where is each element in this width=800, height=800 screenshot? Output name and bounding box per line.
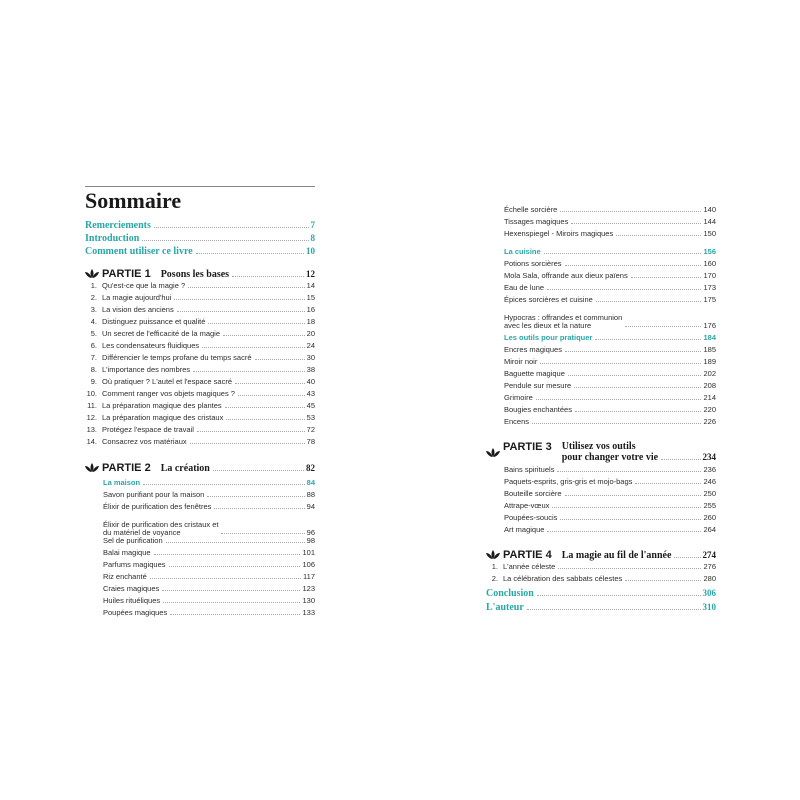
toc-entry-page: 160: [703, 259, 716, 268]
section-heading: [486, 247, 716, 259]
dot-leader: [196, 253, 304, 254]
dot-leader: [552, 507, 701, 508]
toc-entry-page: 255: [703, 501, 716, 510]
dot-leader: [142, 240, 308, 241]
back-matter-list: [486, 588, 716, 616]
dot-leader: [177, 311, 305, 312]
dot-leader: [596, 301, 702, 302]
dot-leader: [575, 411, 702, 412]
back-matter-page: 306: [702, 588, 716, 598]
part-page: 82: [306, 463, 315, 473]
toc-entry-page: 185: [703, 345, 716, 354]
toc-entry-label: [103, 521, 218, 536]
dot-leader: [540, 363, 701, 364]
toc-entry-number: 6.: [90, 341, 97, 350]
front-matter-label: Remerciements: [85, 220, 151, 231]
toc-entry: [486, 217, 716, 229]
toc-entry-label: Pendule sur mesure: [504, 381, 572, 390]
toc-entry-label: Les condensateurs fluidiques: [102, 341, 200, 350]
toc-entry: [85, 425, 315, 437]
toc-entry-label: La magie aujourd'hui: [102, 293, 172, 302]
toc-entry-label: Distinguez puissance et qualité: [102, 317, 206, 326]
toc-entry: [486, 369, 716, 381]
dot-leader: [143, 484, 305, 485]
section-title: La maison: [103, 478, 141, 487]
toc-entry-label: Art magique: [504, 525, 545, 534]
toc-entry-label: Paquets-esprits, gris-gris et mojo-bags: [504, 477, 633, 486]
toc-entry-label-line1: Élixir de purification des cristaux et: [103, 520, 219, 529]
toc-entry: [85, 596, 315, 608]
front-matter-list: [85, 220, 315, 259]
toc-entry-page: 175: [703, 295, 716, 304]
page-title: Sommaire: [85, 188, 182, 213]
toc-entry-label: Grimoire: [504, 393, 533, 402]
dot-leader: [557, 471, 701, 472]
dot-leader: [213, 470, 304, 471]
toc-entry-page: 250: [703, 489, 716, 498]
dot-leader: [568, 375, 702, 376]
toc-entry-label: Riz enchanté: [103, 572, 147, 581]
dot-leader: [154, 227, 309, 228]
dot-leader: [571, 223, 701, 224]
dot-leader: [188, 287, 305, 288]
toc-entry: [85, 389, 315, 401]
toc-entry: [85, 377, 315, 389]
toc-entry-label: Balai magique: [103, 548, 151, 557]
toc-entry-number: 9.: [90, 377, 97, 386]
toc-entry-label: Encens: [504, 417, 530, 426]
front-matter-link[interactable]: [85, 246, 315, 259]
part-heading: [486, 549, 716, 561]
dot-leader: [565, 495, 702, 496]
toc-entry-label: Un secret de l'efficacité de la magie: [102, 329, 221, 338]
toc-entry-label: Comment ranger vos objets magiques ?: [102, 389, 235, 398]
dot-leader: [547, 289, 701, 290]
toc-entry: [486, 417, 716, 429]
dot-leader: [190, 443, 305, 444]
toc-entry-page: 202: [703, 369, 716, 378]
dot-leader: [197, 431, 305, 432]
toc-entry: [486, 562, 716, 574]
toc-entry: [85, 437, 315, 449]
toc-entry-page: 117: [303, 572, 315, 581]
dot-leader: [674, 557, 700, 558]
toc-entry: [85, 401, 315, 413]
dot-leader: [163, 602, 300, 603]
toc-entry-label: Tissages magiques: [504, 217, 569, 226]
toc-entry-label: La vision des anciens: [102, 305, 174, 314]
part-page: 274: [702, 550, 716, 560]
dot-leader: [625, 580, 701, 581]
toc-entry: [486, 477, 716, 489]
spacer: [486, 537, 716, 549]
toc-entry-label: Craies magiques: [103, 584, 160, 593]
toc-entry-number: 5.: [90, 329, 97, 338]
toc-entry-number: 1.: [90, 281, 97, 290]
toc-entry-label: Épices sorcières et cuisine: [504, 295, 593, 304]
toc-entry: [486, 405, 716, 417]
toc-entry-label: Bougies enchantées: [504, 405, 572, 414]
toc-entry: [85, 365, 315, 377]
front-matter-link[interactable]: [85, 220, 315, 233]
toc-entry: [85, 317, 315, 329]
toc-entry-label: Consacrez vos matériaux: [102, 437, 187, 446]
toc-entry-label: Sel de purification: [103, 536, 163, 545]
front-matter-page: 8: [310, 233, 315, 243]
toc-entry: [486, 574, 716, 586]
toc-entry: [486, 501, 716, 513]
dot-leader: [235, 383, 305, 384]
toc-entry-page: 96: [306, 527, 315, 537]
dot-leader: [169, 566, 301, 567]
toc-entry-label: L'année céleste: [503, 562, 556, 571]
section-title: Les outils pour pratiquer: [504, 333, 593, 342]
toc-entry: [85, 413, 315, 425]
toc-entry-label: Huiles rituéliques: [103, 596, 161, 605]
dot-leader: [154, 554, 301, 555]
dot-leader: [238, 395, 305, 396]
toc-entry: [486, 357, 716, 369]
toc-entry-label-line1: Hypocras : offrandes et communion: [504, 313, 623, 322]
dot-leader: [170, 614, 300, 615]
toc-entry-label: Différencier le temps profane du temps sacré: [102, 353, 252, 362]
dot-leader: [207, 496, 304, 497]
toc-entry-label: Où pratiquer ? L'autel et l'espace sacré: [102, 377, 233, 386]
dot-leader: [560, 519, 701, 520]
spacer: [486, 429, 716, 441]
back-matter-label: Conclusion: [486, 588, 534, 599]
toc-entry-page: 94: [306, 502, 315, 511]
spacer: [85, 449, 315, 462]
toc-entry-label: Mola Sala, offrande aux dieux païens: [504, 271, 628, 280]
dot-leader: [532, 423, 701, 424]
section-page: 184: [703, 333, 716, 342]
toc-entry-page: 260: [703, 513, 716, 522]
toc-entry-label: Poupées-soucis: [504, 513, 558, 522]
dot-leader: [565, 351, 702, 352]
toc-entry-page: 30: [306, 353, 315, 362]
toc-entry: [486, 489, 716, 501]
dot-leader: [214, 508, 304, 509]
toc-entry-page: 40: [306, 377, 315, 386]
dot-leader: [635, 483, 701, 484]
toc-entry: [486, 205, 716, 217]
toc-entry-label: Attrape-vœux: [504, 501, 550, 510]
dot-leader: [547, 531, 701, 532]
toc-entry-page: 173: [703, 283, 716, 292]
toc-entry: [85, 548, 315, 560]
dot-leader: [162, 590, 300, 591]
toc-entry-page: 226: [703, 417, 716, 426]
toc-entry-page: 150: [703, 229, 716, 238]
toc-entry-number: 12.: [86, 413, 97, 422]
toc-entry-label: Miroir noir: [504, 357, 538, 366]
toc-entry-page: 133: [302, 608, 315, 617]
part-heading: [486, 441, 716, 463]
part-title: Utilisez vos outils: [561, 441, 636, 452]
toc-entry-page: 106: [302, 560, 315, 569]
toc-entry: [486, 465, 716, 477]
toc-entry-page: 246: [703, 477, 716, 486]
toc-entry-page: 236: [703, 465, 716, 474]
toc-entry: [486, 525, 716, 537]
part-title: La création: [160, 463, 210, 474]
toc-entry-page: 176: [703, 320, 716, 330]
right-column: [486, 205, 716, 586]
toc-entry-number: 13.: [86, 425, 97, 434]
front-matter-label: Comment utiliser ce livre: [85, 246, 193, 257]
dot-leader: [595, 339, 701, 340]
part-title-block: [562, 441, 716, 463]
toc-entry: [486, 381, 716, 393]
dot-leader: [560, 211, 701, 212]
toc-entry-page: 189: [703, 357, 716, 366]
part-title: La magie au fil de l'année: [561, 550, 672, 561]
dot-leader: [225, 407, 305, 408]
toc-entry-label: Poupées magiques: [103, 608, 168, 617]
top-rule: [85, 186, 315, 187]
dot-leader: [661, 459, 700, 460]
toc-entry: [85, 305, 315, 317]
dot-leader: [202, 347, 305, 348]
toc-entry-page: 24: [306, 341, 315, 350]
toc-entry-label: Hexenspiegel - Miroirs magiques: [504, 229, 614, 238]
toc-entry-label: Parfums magiques: [103, 560, 166, 569]
toc-entry: [486, 259, 716, 271]
toc-entry-number: 2.: [90, 293, 97, 302]
toc-entry-label: L'importance des nombres: [102, 365, 191, 374]
toc-entry: [85, 584, 315, 596]
toc-entry-page: 88: [306, 490, 315, 499]
dot-leader: [223, 335, 305, 336]
toc-entry: [486, 295, 716, 307]
part-number: PARTIE 3: [503, 441, 552, 453]
dot-leader: [625, 326, 701, 327]
part-number: PARTIE 2: [102, 462, 151, 474]
toc-entry-label: La préparation magique des plantes: [102, 401, 222, 410]
toc-entry-number: 7.: [90, 353, 97, 362]
fleuron-icon: [85, 269, 99, 279]
toc-entry-label: Potions sorcières: [504, 259, 562, 268]
toc-entry-page: 264: [703, 525, 716, 534]
part-page: 234: [702, 452, 716, 462]
part-title: Posons les bases: [160, 269, 230, 280]
dot-leader: [616, 235, 701, 236]
part-heading: [85, 268, 315, 280]
toc-entry-page: 38: [306, 365, 315, 374]
toc-entry: [486, 393, 716, 405]
section-page: 84: [306, 478, 315, 487]
toc-entry-label: [504, 314, 622, 329]
dot-leader: [536, 399, 702, 400]
toc-entry-page: 101: [302, 548, 315, 557]
toc-entry-label: Bouteille sorcière: [504, 489, 562, 498]
section-heading: [85, 478, 315, 490]
dot-leader: [193, 371, 305, 372]
toc-entry-number: 10.: [86, 389, 97, 398]
toc-entry-number: 4.: [90, 317, 97, 326]
part-heading: [85, 462, 315, 474]
toc-entry-page: 14: [306, 281, 315, 290]
toc-entry: [85, 281, 315, 293]
toc-entry: [486, 271, 716, 283]
toc-entry-page: 170: [703, 271, 716, 280]
toc-entry-page: 43: [306, 389, 315, 398]
part-title-cont: pour changer votre vie: [561, 452, 659, 463]
toc-entry-label-line2: avec les dieux et la nature: [504, 320, 592, 330]
toc-entry: [486, 283, 716, 295]
dot-leader: [574, 387, 701, 388]
toc-entry-label: La préparation magique des cristaux: [102, 413, 224, 422]
toc-entry-label: Élixir de purification des fenêtres: [103, 502, 212, 511]
fleuron-icon: [85, 463, 99, 473]
fleuron-icon: [486, 448, 500, 458]
dot-leader: [221, 533, 304, 534]
toc-entry-page: 123: [302, 584, 315, 593]
toc-entry: [486, 229, 716, 241]
toc-entry-number: 8.: [90, 365, 97, 374]
back-matter-link[interactable]: [486, 588, 716, 602]
toc-entry: [486, 513, 716, 525]
toc-entry-page: 214: [703, 393, 716, 402]
toc-entry: [486, 345, 716, 357]
dot-leader: [232, 276, 304, 277]
back-matter-page: 310: [702, 602, 716, 612]
toc-entry: [85, 560, 315, 572]
part-page: 12: [306, 269, 315, 279]
toc-entry-page: 280: [703, 574, 716, 583]
front-matter-page: 10: [306, 246, 315, 256]
toc-entry-page: 208: [703, 381, 716, 390]
dot-leader: [226, 419, 304, 420]
toc-entry-number: 14.: [86, 437, 97, 446]
toc-entry-label: Échelle sorcière: [504, 205, 558, 214]
fleuron-icon: [486, 550, 500, 560]
toc-entry-page: 144: [703, 217, 716, 226]
toc-entry-page: 98: [306, 536, 315, 545]
dot-leader: [544, 253, 702, 254]
section-page: 156: [703, 247, 716, 256]
toc-entry-page: 18: [306, 317, 315, 326]
toc-entry-page: 53: [306, 413, 315, 422]
dot-leader: [255, 359, 305, 360]
part-title-line2: [562, 452, 716, 463]
toc-entry: [85, 341, 315, 353]
dot-leader: [537, 595, 701, 596]
front-matter-link[interactable]: [85, 233, 315, 246]
toc-entry: [85, 572, 315, 584]
toc-entry: [85, 490, 315, 502]
section-title: La cuisine: [504, 247, 541, 256]
dot-leader: [631, 277, 702, 278]
left-column: [85, 268, 315, 620]
toc-entry-label-line2: du matériel de voyance: [103, 527, 181, 537]
dot-leader: [558, 568, 701, 569]
dot-leader: [174, 299, 304, 300]
dot-leader: [166, 542, 305, 543]
toc-entry: [85, 608, 315, 620]
toc-entry-number: 1.: [491, 562, 498, 571]
toc-entry-page: 130: [302, 596, 315, 605]
dot-leader: [527, 609, 701, 610]
toc-entry: [85, 293, 315, 305]
toc-entry-label: Baguette magique: [504, 369, 565, 378]
toc-entry-label: La célébration des sabbats célestes: [503, 574, 623, 583]
toc-entry: [85, 514, 315, 536]
toc-entry: [486, 307, 716, 329]
toc-entry-label: Eau de lune: [504, 283, 545, 292]
toc-entry-label: Protégez l'espace de travail: [102, 425, 194, 434]
toc-entry: [85, 353, 315, 365]
toc-entry-page: 16: [306, 305, 315, 314]
toc-entry-page: 140: [703, 205, 716, 214]
toc-entry-label: Savon purifiant pour la maison: [103, 490, 205, 499]
toc-entry-page: 220: [703, 405, 716, 414]
part-number: PARTIE 4: [503, 549, 552, 561]
toc-entry: [85, 502, 315, 514]
toc-entry-page: 72: [306, 425, 315, 434]
toc-entry-label: Qu'est-ce que la magie ?: [102, 281, 186, 290]
toc-entry-label: Encres magiques: [504, 345, 562, 354]
dot-leader: [565, 265, 702, 266]
right-page: [400, 0, 800, 800]
back-matter-label: L'auteur: [486, 602, 524, 613]
toc-entry-label: Bains spirituels: [504, 465, 555, 474]
part-number: PARTIE 1: [102, 268, 151, 280]
dot-leader: [150, 578, 301, 579]
toc-entry-page: 78: [306, 437, 315, 446]
toc-entry-page: 20: [306, 329, 315, 338]
section-heading: [486, 333, 716, 345]
toc-entry-page: 276: [703, 562, 716, 571]
toc-entry-number: 2.: [491, 574, 498, 583]
dot-leader: [208, 323, 304, 324]
toc-entry-number: 3.: [90, 305, 97, 314]
toc-entry: [85, 329, 315, 341]
toc-entry-number: 11.: [87, 401, 97, 410]
toc-entry-page: 45: [306, 401, 315, 410]
toc-entry-page: 15: [306, 293, 315, 302]
back-matter-link[interactable]: [486, 602, 716, 616]
front-matter-page: 7: [310, 220, 315, 230]
toc-entry: [85, 536, 315, 548]
front-matter-label: Introduction: [85, 233, 140, 244]
